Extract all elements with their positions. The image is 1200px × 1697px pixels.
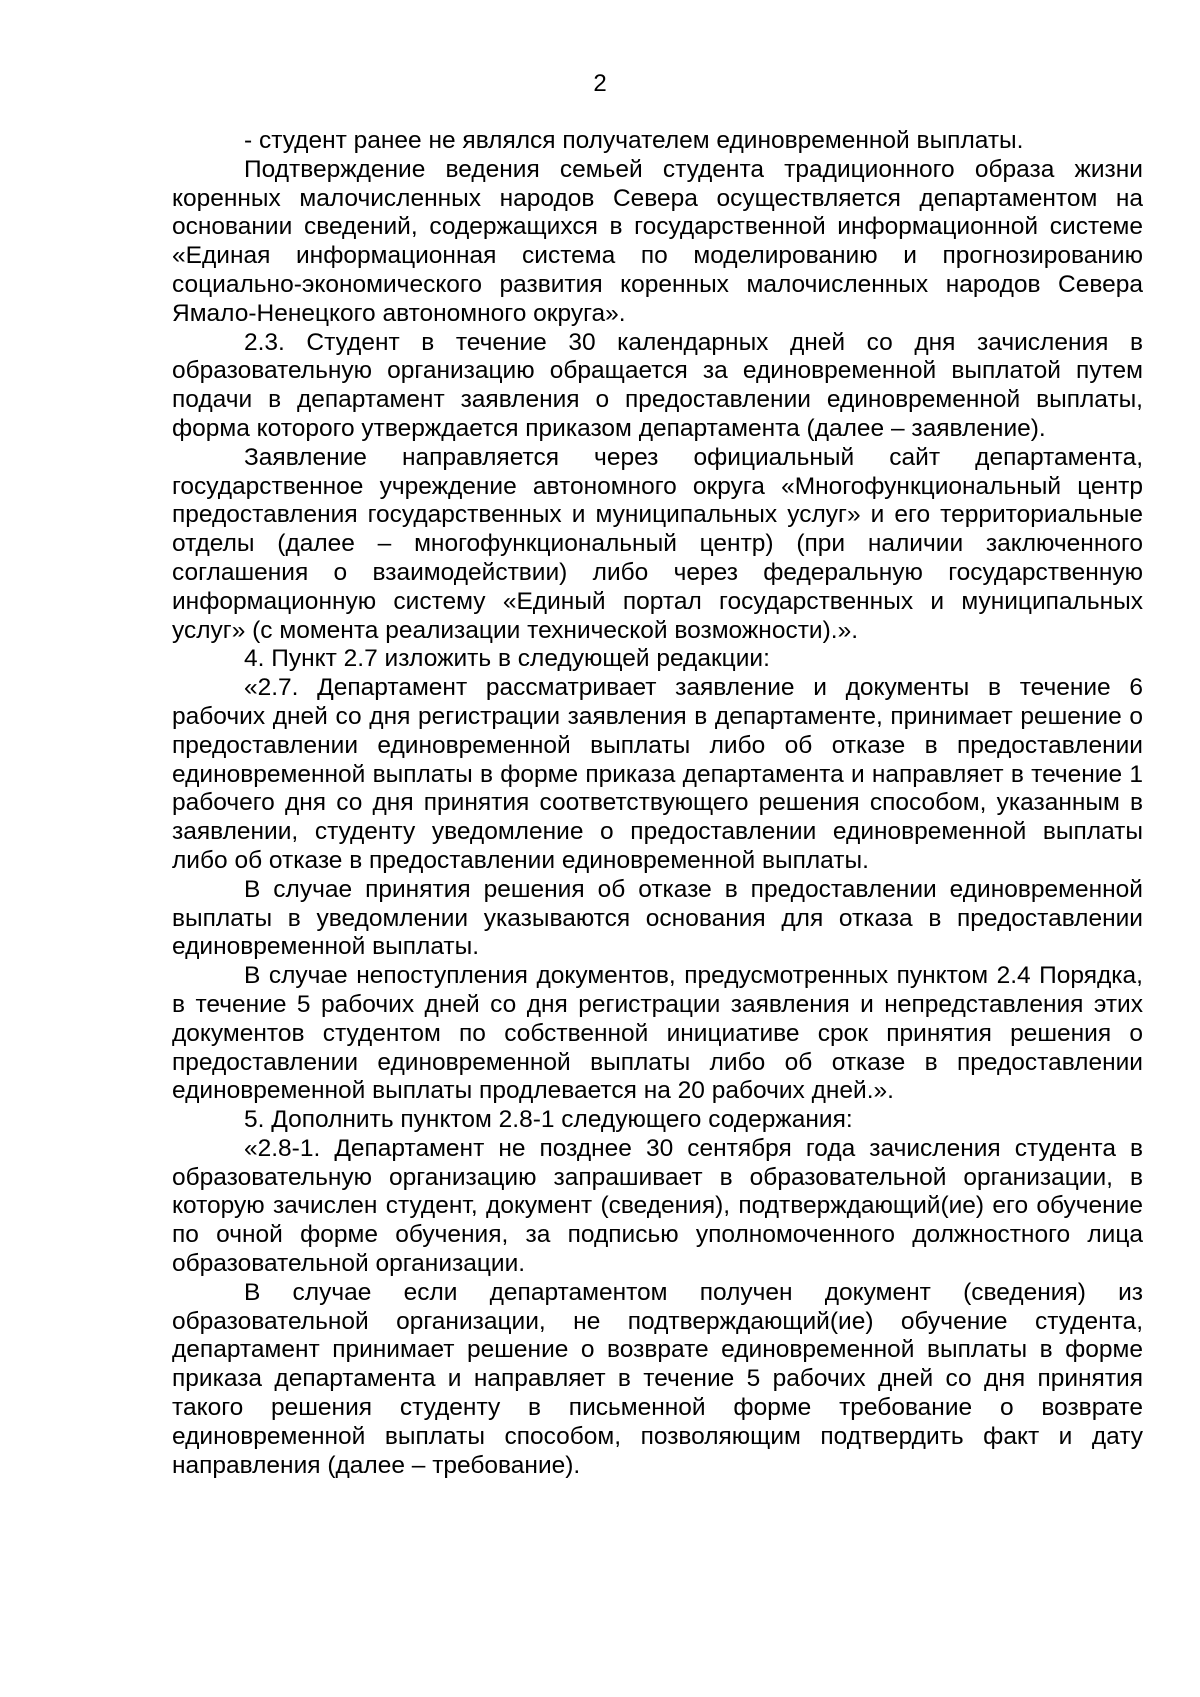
- paragraph: В случае принятия решения об отказе в предоставлении единовременной выплаты в уведомлении указываются основания для отказа в предоставлении единовременной выплаты.: [172, 875, 1143, 961]
- paragraph: «2.7. Департамент рассматривает заявление и документы в течение 6 рабочих дней со дня регистрации заявления в департаменте, принимает решение о предоставлении единовременной выплаты либо об отказе в предоставлении единовременной выплаты в форме приказа департамента и направляет в течение 1 рабочего дня со дня принятия соответствующего решения способом, указанным в заявлении, студенту уведомление о предоставлении единовременной выплаты либо об отказе в предоставлении единовременной выплаты.: [172, 674, 1143, 874]
- page-number: 2: [593, 70, 607, 97]
- paragraph: В случае если департаментом получен документ (сведения) из образовательной организации, не подтверждающий(ие) обучение студента, департамент принимает решение о возврате единовременной выплаты в форме приказа департамента и направляет в течение 5 рабочих дней со дня принятия такого решения студенту в письменной форме требование о возврате единовременной выплаты способом, позволяющим подтвердить факт и дату направления (далее – требование).: [172, 1278, 1143, 1479]
- paragraph: Заявление направляется через официальный сайт департамента, государственное учреждение автономного округа «Многофункциональный центр предоставления государственных и муниципальных услуг» и его территориальные отделы (далее – многофункциональный центр) (при наличии заключенного соглашения о взаимодействии) либо через федеральную государственную информационную систему «Единый портал государственных и муниципальных услуг» (с момента реализации технической возможности).».: [172, 443, 1143, 644]
- paragraph: 5. Дополнить пунктом 2.8-1 следующего содержания:: [244, 1106, 853, 1134]
- paragraph: 2.3. Студент в течение 30 календарных дней со дня зачисления в образовательную организацию обращается за единовременной выплатой путем подачи в департамент заявления о предоставлении единовременной выплаты, форма которого утверждается приказом департамента (далее – заявление).: [172, 328, 1143, 442]
- document-body: [172, 127, 1143, 1480]
- paragraph: «2.8-1. Департамент не позднее 30 сентября года зачисления студента в образовательную организацию запрашивает в образовательной организации, в которую зачислен студент, документ (сведения), подтверждающий(ие) его обучение по очной форме обучения, за подписью уполномоченного должностного лица образовательной организации.: [172, 1134, 1143, 1278]
- paragraph: 4. Пункт 2.7 изложить в следующей редакции:: [244, 645, 770, 673]
- paragraph: В случае непоступления документов, предусмотренных пунктом 2.4 Порядка, в течение 5 рабочих дней со дня регистрации заявления и непредставления этих документов студентом по собственной инициативе срок принятия решения о предоставлении единовременной выплаты либо об отказе в предоставлении единовременной выплаты продлевается на 20 рабочих дней.».: [172, 962, 1143, 1105]
- paragraph: - студент ранее не являлся получателем единовременной выплаты.: [244, 127, 1024, 154]
- paragraph: Подтверждение ведения семьей студента традиционного образа жизни коренных малочисленных народов Севера осуществляется департаментом на основании сведений, содержащихся в государственной информационной системе «Единая информационная система по моделированию и прогнозированию социально-экономического развития коренных малочисленных народов Севера Ямало-Ненецкого автономного округа».: [172, 155, 1143, 327]
